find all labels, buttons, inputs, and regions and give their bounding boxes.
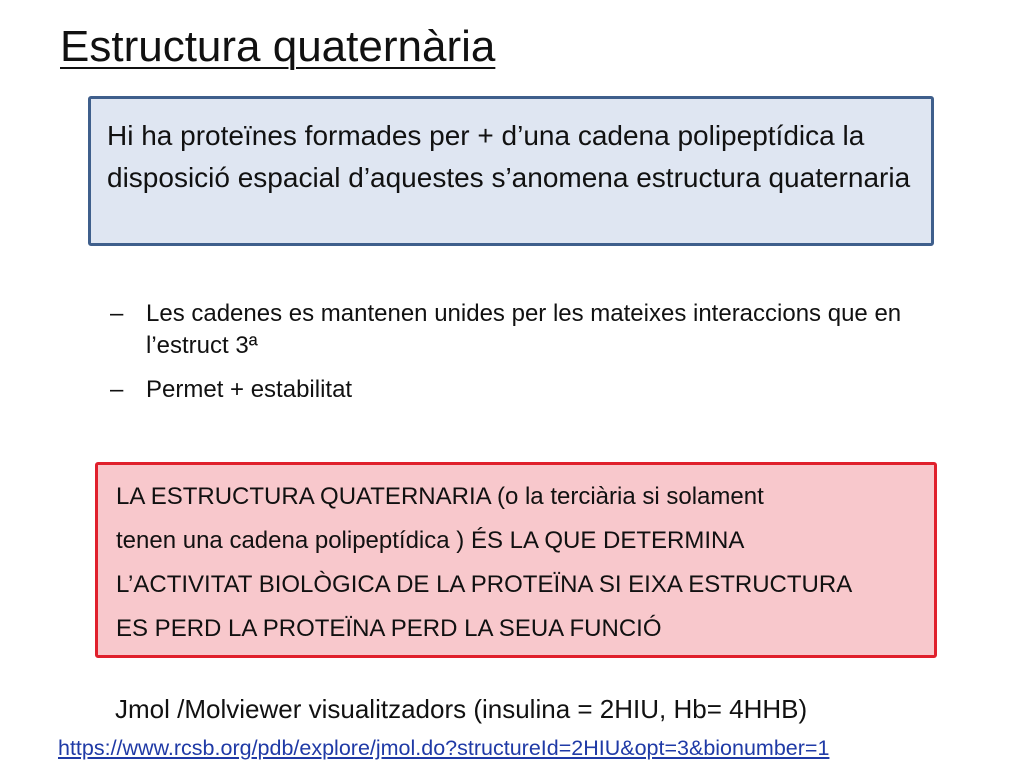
highlight-box [95, 462, 937, 658]
highlight-line: ES PERD LA PROTEÏNA PERD LA SEUA FUNCIÓ [116, 615, 662, 642]
bullet-list [110, 298, 950, 418]
bullet-text: Les cadenes es mantenen unides per les mateixes interaccions que en l’estruct 3ª [146, 300, 902, 359]
dash-marker: – [110, 300, 124, 327]
bullet-item [110, 298, 950, 362]
callout-text: Hi ha proteïnes formades per + d’una cadena polipeptídica la disposició espacial d’aquestes s’anomena estructura quaternaria [107, 120, 911, 193]
highlight-line: LA ESTRUCTURA QUATERNARIA (o la terciària si solament [116, 483, 764, 510]
bullet-text: Permet + estabilitat [146, 376, 353, 403]
highlight-line: L’ACTIVITAT BIOLÒGICA DE LA PROTEÏNA SI EIXA ESTRUCTURA [116, 571, 853, 598]
slide-title: Estructura quaternària [60, 22, 496, 71]
dash-marker: – [110, 376, 124, 403]
callout-box [88, 96, 934, 246]
pdb-link[interactable]: https://www.rcsb.org/pdb/explore/jmol.do?structureId=2HIU&opt=3&bionumber=1 [58, 736, 830, 760]
viewer-note: Jmol /Molviewer visualitzadors (insulina = 2HIU, Hb= 4HHB) [115, 694, 808, 724]
highlight-line: tenen una cadena polipeptídica ) ÉS LA QUE DETERMINA [116, 527, 745, 554]
bullet-item [110, 374, 950, 406]
